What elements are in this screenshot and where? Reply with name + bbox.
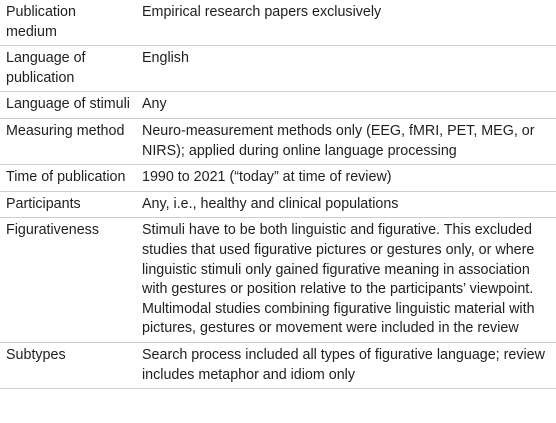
table-row [0, 92, 556, 119]
criterion-value: Empirical research papers exclusively [142, 4, 382, 20]
criterion-value: Any [142, 96, 167, 113]
criterion-label: Subtypes [6, 346, 66, 363]
table-row [0, 342, 556, 388]
criterion-value: 1990 to 2021 (“today” at time of review) [142, 169, 392, 186]
table-row [0, 191, 556, 218]
criterion-label: Publication medium [6, 4, 76, 40]
criterion-value: English [142, 50, 189, 67]
criterion-label: Language of publication [6, 50, 86, 86]
criterion-label: Language of stimuli [6, 96, 130, 113]
criterion-label: Time of publication [6, 169, 126, 186]
criterion-label: Participants [6, 195, 81, 212]
criterion-value: Stimuli have to be both linguistic and figurative. This excluded studies that used figurative pictures or gestures only, or where linguistic stimuli only gained figurative meaning in association with gestures or position relative to the participants’ viewpoint. Multimodal studies combining figurative linguistic material with pictures, gestures or movement were included in the review [142, 222, 535, 337]
criterion-label: Measuring method [6, 122, 125, 139]
table-row [0, 218, 556, 343]
criterion-value: Neuro-measurement methods only (EEG, fMRI, PET, MEG, or NIRS); applied during online language processing [142, 122, 535, 159]
table-row [0, 118, 556, 164]
table-row [0, 165, 556, 192]
table-row [0, 0, 556, 46]
criterion-value: Search process included all types of figurative language; review includes metaphor and idiom only [142, 346, 545, 383]
table-row [0, 46, 556, 92]
criterion-label: Figurativeness [6, 222, 99, 239]
criterion-value: Any, i.e., healthy and clinical populations [142, 195, 399, 212]
